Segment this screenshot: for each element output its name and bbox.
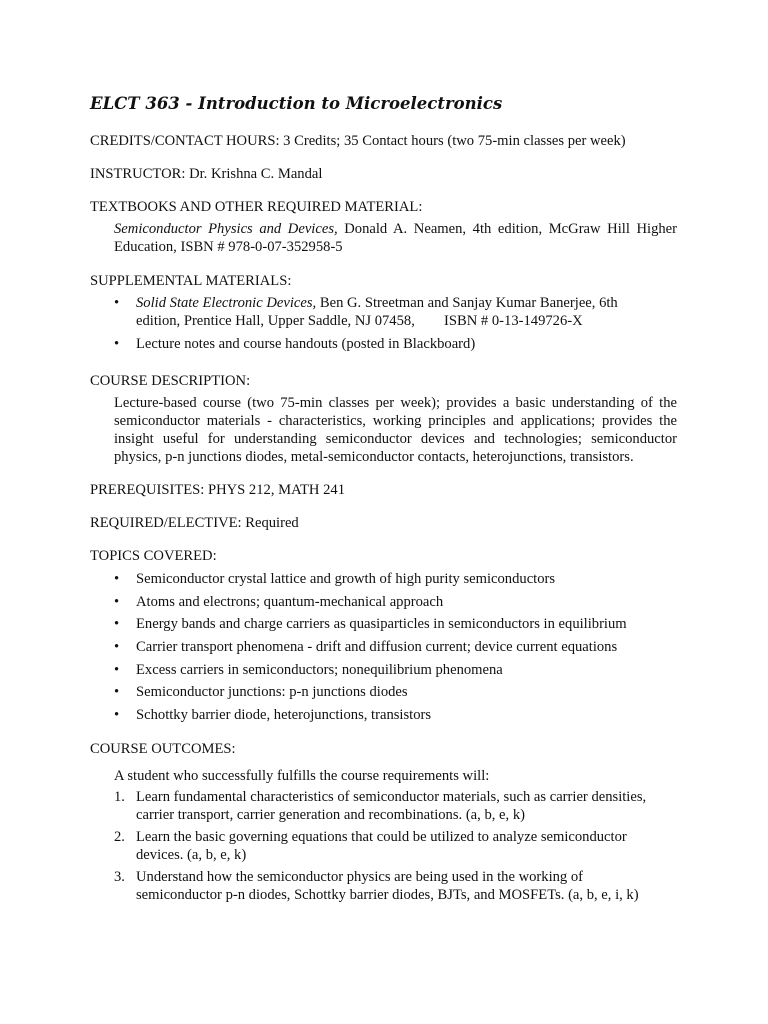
outcome-number: 1. bbox=[114, 789, 125, 805]
outcomes-intro: A student who successfully fulfills the course requirements will: bbox=[114, 768, 490, 784]
bullet-icon: • bbox=[114, 684, 120, 701]
textbook-details: Donald A. Neamen, 4th edition, McGraw Hill Higher Education, ISBN # 978-0-07-352958-5 bbox=[114, 221, 677, 255]
textbook-entry bbox=[114, 220, 677, 256]
topic-text: Energy bands and charge carriers as quasiparticles in semiconductors in equilibrium bbox=[136, 616, 627, 633]
topic-item bbox=[114, 570, 674, 588]
textbook-title: Semiconductor Physics and Devices, bbox=[114, 221, 338, 237]
topics-heading: TOPICS COVERED: bbox=[90, 548, 217, 564]
bullet-icon: • bbox=[114, 707, 120, 724]
course-title: ELCT 363 - Introduction to Microelectronics bbox=[90, 94, 503, 113]
outcome-line2: carrier transport, carrier generation and recombinations. (a, b, e, k) bbox=[136, 807, 525, 823]
required-elective-line: REQUIRED/ELECTIVE: Required bbox=[90, 515, 299, 531]
outcomes-heading: COURSE OUTCOMES: bbox=[90, 741, 236, 757]
bullet-icon: • bbox=[114, 593, 120, 610]
topic-text: Semiconductor junctions: p-n junctions diodes bbox=[136, 684, 408, 701]
description-heading: COURSE DESCRIPTION: bbox=[90, 373, 251, 389]
bullet-icon: • bbox=[114, 571, 120, 587]
credits-line: CREDITS/CONTACT HOURS: 3 Credits; 35 Contact hours (two 75-min classes per week) bbox=[90, 133, 626, 149]
bullet-icon: • bbox=[114, 616, 120, 633]
topic-item bbox=[114, 661, 674, 679]
topic-item bbox=[114, 683, 674, 701]
supplemental-list bbox=[114, 294, 674, 353]
prerequisites-line: PREREQUISITES: PHYS 212, MATH 241 bbox=[90, 482, 346, 498]
textbooks-heading: TEXTBOOKS AND OTHER REQUIRED MATERIAL: bbox=[90, 199, 423, 215]
outcome-line2: semiconductor p-n diodes, Schottky barrier diodes, BJTs, and MOSFETs. (a, b, e, i, k) bbox=[136, 887, 639, 903]
outcome-item bbox=[114, 828, 679, 864]
topic-text: Excess carriers in semiconductors; nonequilibrium phenomena bbox=[136, 661, 503, 678]
topic-item bbox=[114, 706, 674, 724]
topic-item bbox=[114, 593, 674, 611]
supplemental-heading: SUPPLEMENTAL MATERIALS: bbox=[90, 273, 292, 289]
outcomes-list bbox=[114, 788, 679, 904]
outcome-number: 2. bbox=[114, 829, 125, 845]
topic-text: Atoms and electrons; quantum-mechanical approach bbox=[136, 593, 444, 610]
outcome-line1: Learn the basic governing equations that could be utilized to analyze semiconductor bbox=[136, 829, 627, 845]
outcome-number: 3. bbox=[114, 869, 125, 885]
outcome-item bbox=[114, 788, 679, 824]
supplemental-item bbox=[114, 294, 674, 330]
supplemental-book-title: Solid State Electronic Devices, bbox=[136, 295, 317, 311]
topic-text: Carrier transport phenomena - drift and diffusion current; device current equations bbox=[136, 639, 618, 656]
outcome-line1: Understand how the semiconductor physics are being used in the working of bbox=[136, 869, 584, 885]
description-text: Lecture-based course (two 75-min classes per week); provides a basic understanding of the semiconductor materials - characteristics, working principles and applications; provides the insight useful for understanding semiconductor devices and technologies; semiconductor physics, p-n junctions diodes, metal-semiconductor contacts, heterojunctions, transistors. bbox=[114, 395, 677, 465]
supplemental-item-text: Lecture notes and course handouts (posted in Blackboard) bbox=[136, 336, 476, 352]
supplemental-book-line2: edition, Prentice Hall, Upper Saddle, NJ 07458, ISBN # 0-13-149726-X bbox=[136, 313, 583, 329]
topic-text: Schottky barrier diode, heterojunctions, transistors bbox=[136, 707, 432, 724]
topic-item bbox=[114, 638, 674, 656]
topic-item bbox=[114, 615, 674, 633]
bullet-icon: • bbox=[114, 661, 120, 678]
supplemental-book-line1: Ben G. Streetman and Sanjay Kumar Banerjee, 6th bbox=[316, 295, 618, 311]
bullet-icon: • bbox=[114, 639, 120, 656]
bullet-icon: • bbox=[114, 336, 120, 352]
outcome-line1: Learn fundamental characteristics of semiconductor materials, such as carrier densities, bbox=[136, 789, 647, 805]
topic-text: Semiconductor crystal lattice and growth of high purity semiconductors bbox=[136, 571, 556, 587]
outcome-item bbox=[114, 868, 679, 904]
instructor-line: INSTRUCTOR: Dr. Krishna C. Mandal bbox=[90, 166, 323, 182]
topics-list bbox=[114, 570, 674, 724]
supplemental-item bbox=[114, 335, 674, 353]
bullet-icon: • bbox=[114, 295, 120, 311]
outcome-line2: devices. (a, b, e, k) bbox=[136, 847, 247, 863]
